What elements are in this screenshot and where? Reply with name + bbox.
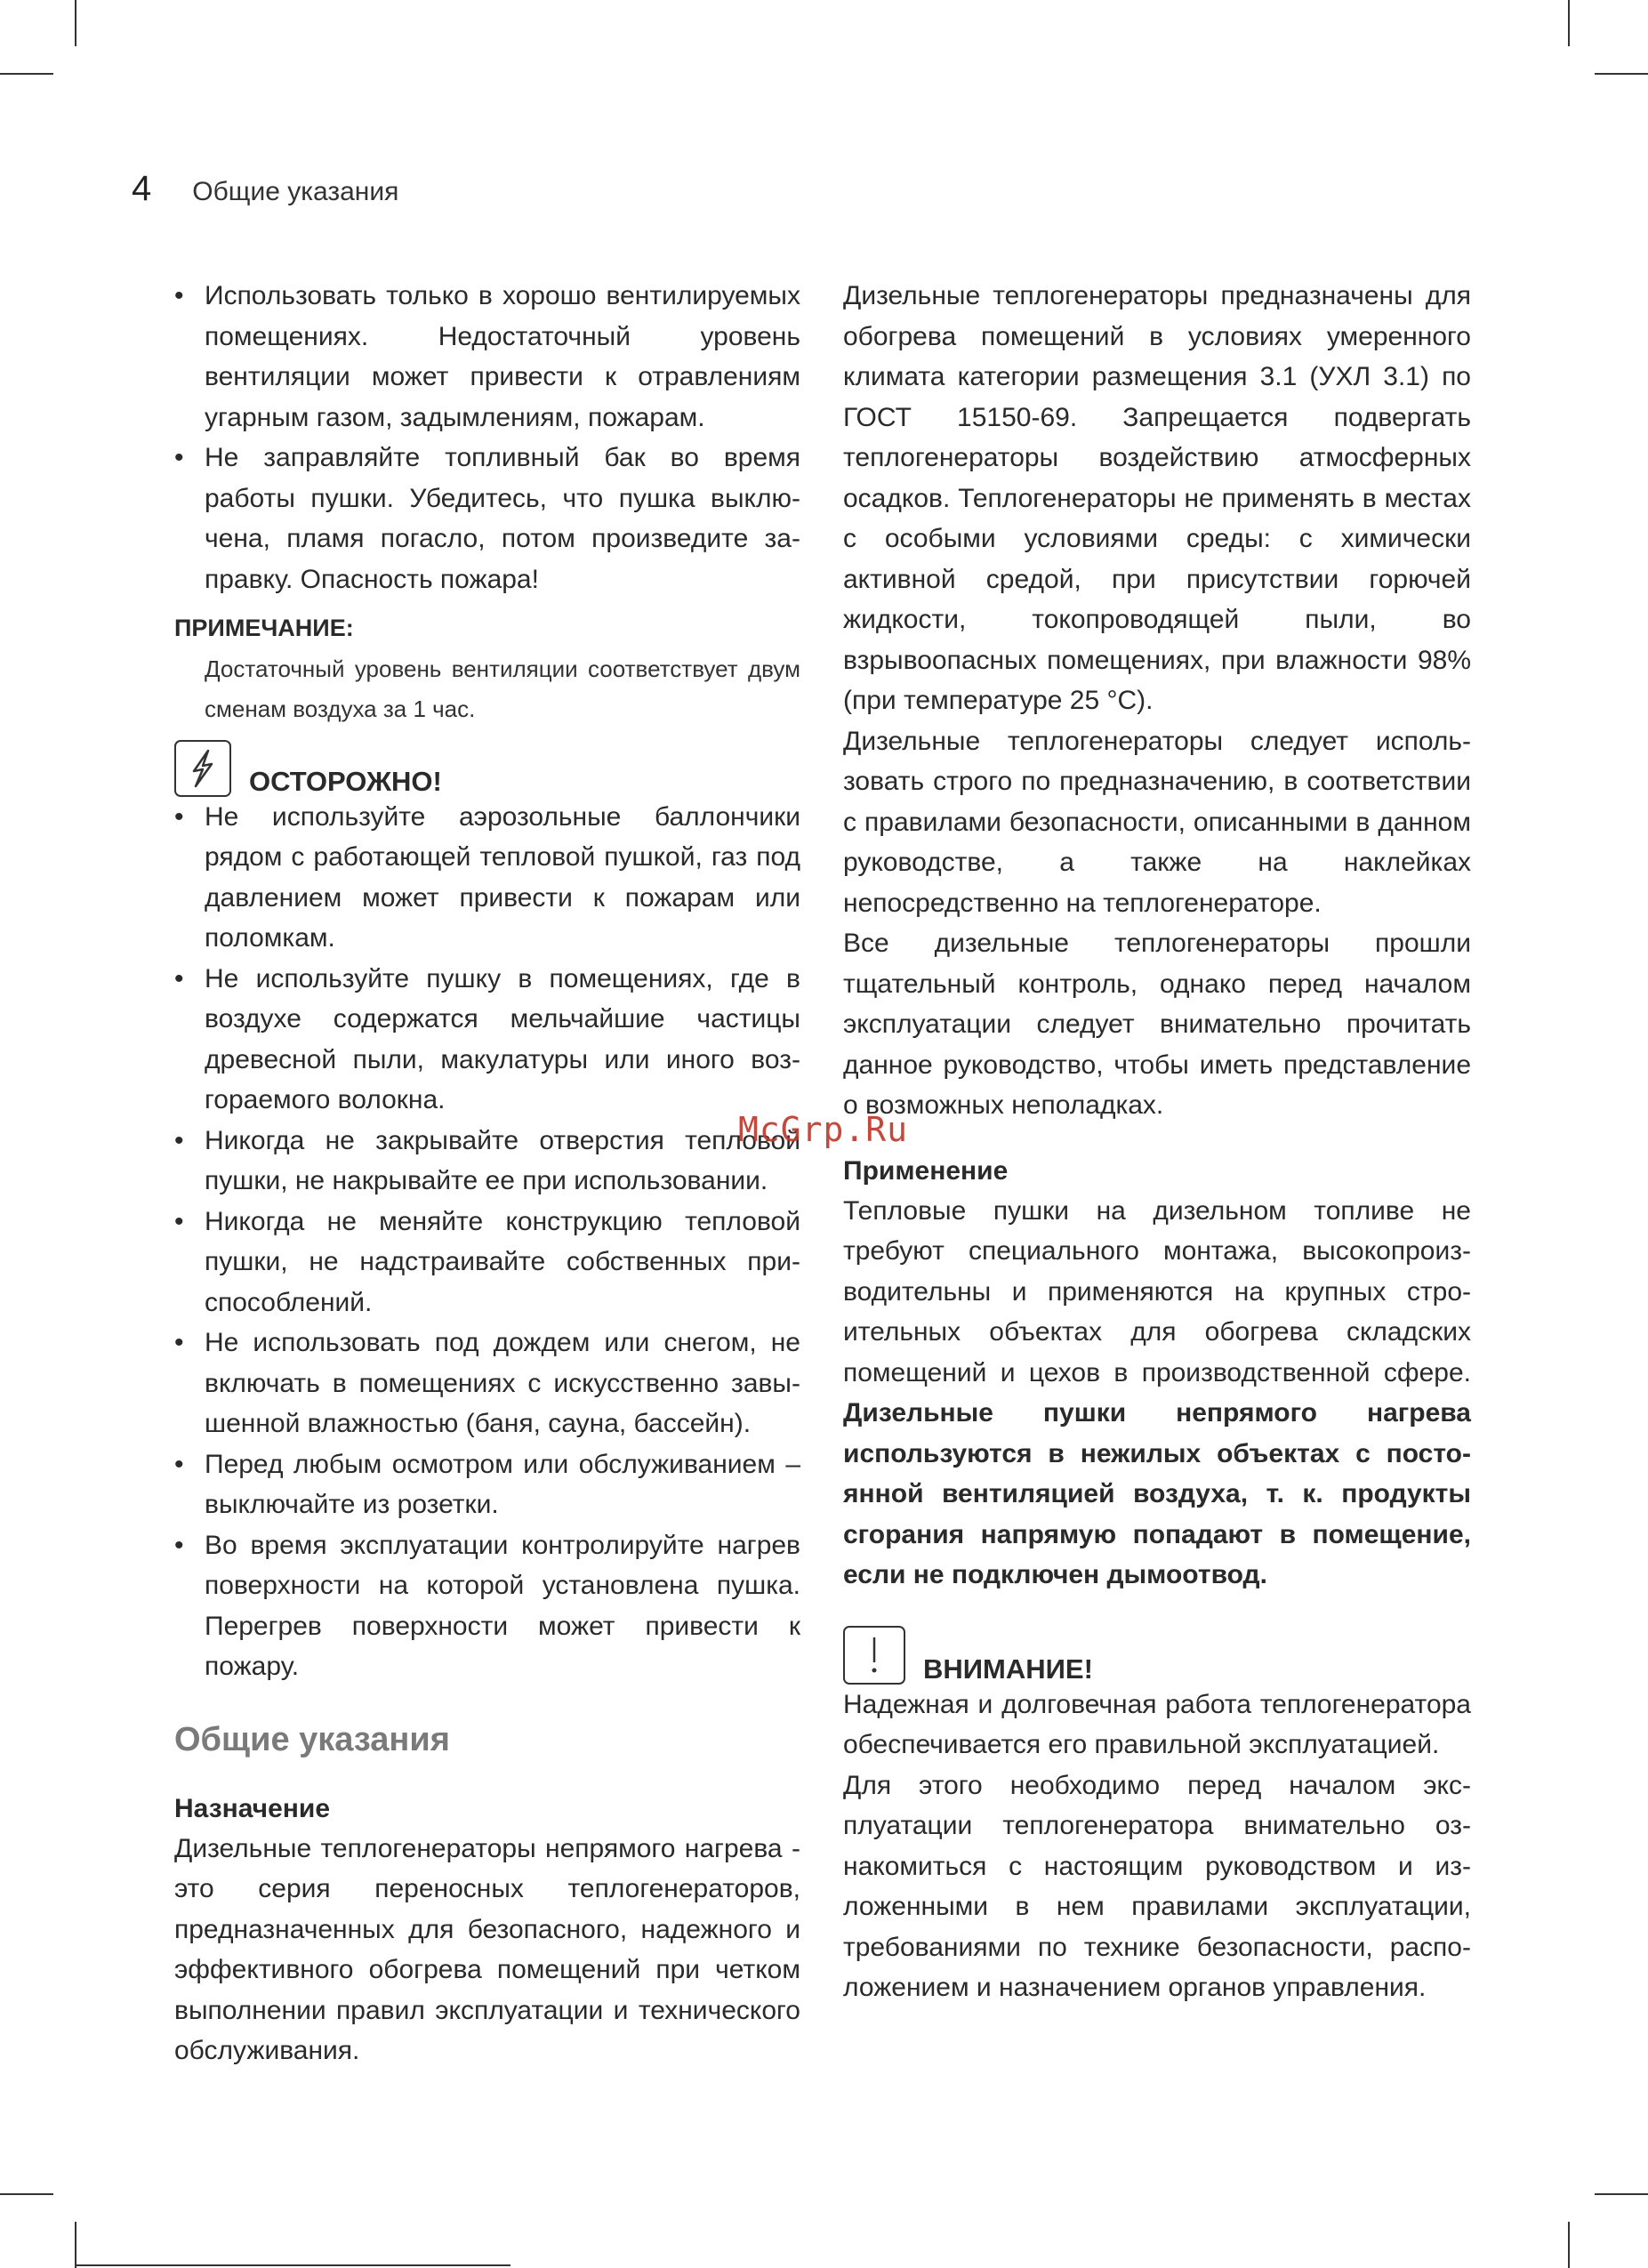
list-item: • Перед любым осмотром или обслуживанием – выключайте из розетки. bbox=[174, 1444, 800, 1525]
safety-list-top bbox=[174, 276, 800, 599]
running-title: Общие указания bbox=[192, 177, 399, 206]
list-item: • Использовать только в хорошо вентилируемых помещениях. Недостаточный уровень вентиляции может привести к отравлениям угарным газом, задымлениям, пожарам. bbox=[174, 276, 800, 438]
crop-mark bbox=[75, 2222, 76, 2268]
crop-mark bbox=[1568, 0, 1570, 46]
note-text: Достаточный уровень вентиляции соответствует двум сменам воздуха за 1 час. bbox=[205, 655, 800, 722]
lightning-warning-icon bbox=[174, 740, 231, 797]
usage-text-regular: Тепловые пушки на дизельном топливе не требуют специального монтажа, высокопроизводительны и применяются на крупных строительных объектах для обогрева складских помещений и цехов в производственной сфере. bbox=[843, 1195, 1471, 1387]
usage-text bbox=[843, 1191, 1471, 1596]
crop-mark bbox=[0, 2193, 53, 2195]
right-column bbox=[843, 276, 1471, 2008]
purpose-text: Дизельные теплогенераторы непрямого нагрева - это серия переносных теплогенераторов, предназначенных для безопасного, надежного и эффективного обогрева помещений при четком выполнении правил эксплуатации и технического обслуживания. bbox=[174, 1833, 800, 2065]
list-item: • Не использовать под дождем или снегом, не включать в помещениях с искусственно завышенной влажностью (баня, сауна, бассейн). bbox=[174, 1323, 800, 1444]
paragraph: Дизельные теплогенераторы предназначены для обогрева помещений в условиях умеренного климата категории размещения 3.1 (УХЛ 3.1) по ГОСТ 15150-69. Запрещается подвергать теплогенераторы воздействию атмосферных осадков. Теплогенераторы не применять в местах с особыми условиями среды: с химически активной средой, при присутствии горючей жидкости, токопроводящей пыли, во взрывоопасных помещениях, при влажности 98% (при температуре 25 °С). bbox=[843, 281, 1471, 715]
caution-heading bbox=[174, 740, 800, 797]
usage-text-bold: Дизельные пушки непрямого нагрева используются в нежилых объектах с постоянной вентиляцией воздуха, т. к. продукты сгорания напрямую попадают в помещение, если не подключен дымоотвод. bbox=[843, 1398, 1471, 1589]
crop-mark bbox=[1595, 2193, 1648, 2195]
note-label: ПРИМЕЧАНИЕ: bbox=[174, 615, 354, 641]
section-title: Общие указания bbox=[174, 1720, 450, 1758]
attention-paragraph: Надежная и долговечная работа теплогенератора обеспечивается его правильной эксплуатацией. bbox=[843, 1689, 1471, 1759]
purpose-title: Назначение bbox=[174, 1793, 331, 1823]
list-item: • Не используйте пушку в помещениях, где в воздухе содержатся мельчайшие частицы древесной пыли, макулатуры или иного возгораемого волокна. bbox=[174, 959, 800, 1121]
page-number: 4 bbox=[132, 169, 152, 208]
list-item: • Не используйте аэрозольные баллончики рядом с работающей тепловой пушкой, газ под давлением может привести к пожарам или поломкам. bbox=[174, 797, 800, 959]
usage-title: Применение bbox=[843, 1155, 1009, 1186]
list-item: • Во время эксплуатации контролируйте нагрев поверхности на которой установлена пушка. Перегрев поверхности может привести к пожару. bbox=[174, 1525, 800, 1687]
watermark: McGrp.Ru bbox=[738, 1110, 909, 1149]
left-column bbox=[174, 276, 800, 2071]
crop-mark bbox=[1568, 2222, 1570, 2268]
attention-title: ВНИМАНИЕ! bbox=[923, 1653, 1093, 1685]
attention-heading bbox=[843, 1626, 1471, 1685]
list-item: • Никогда не меняйте конструкцию тепловой пушки, не надстраивайте собственных приспособлений. bbox=[174, 1202, 800, 1323]
exclamation-warning-icon bbox=[843, 1626, 905, 1685]
paragraph: Дизельные теплогенераторы следует использовать строго по предназначению, в соответствии с правилами безопасности, описанными в данном руководстве, а также на наклейках непосредственно на теплогенераторе. bbox=[843, 726, 1471, 918]
caution-title: ОСТОРОЖНО! bbox=[249, 765, 442, 797]
crop-mark bbox=[75, 0, 76, 46]
list-item: • Не заправляйте топливный бак во время работы пушки. Убедитесь, что пушка выключена, пламя погасло, потом произведите заправку. Опасность пожара! bbox=[174, 438, 800, 599]
safety-list-caution bbox=[174, 797, 800, 1687]
crop-mark bbox=[1595, 73, 1648, 75]
crop-mark bbox=[0, 73, 53, 75]
paragraph: Все дизельные теплогенераторы прошли тщательный контроль, однако перед началом эксплуатации следует внимательно прочитать данное руководство, чтобы иметь представление о возможных неполадках. bbox=[843, 929, 1471, 1120]
list-item: • Никогда не закрывайте отверстия тепловой пушки, не накрывайте ее при использовании. bbox=[174, 1121, 800, 1202]
bottom-rule bbox=[75, 2264, 510, 2266]
attention-paragraph: Для этого необходимо перед началом эксплуатации теплогенератора внимательно ознакомиться с настоящим руководством и изложенными в нем правилами эксплуатации, требованиями по технике безопасности, расположением и назначением органов управления. bbox=[843, 1770, 1471, 2002]
page-header bbox=[132, 169, 398, 209]
